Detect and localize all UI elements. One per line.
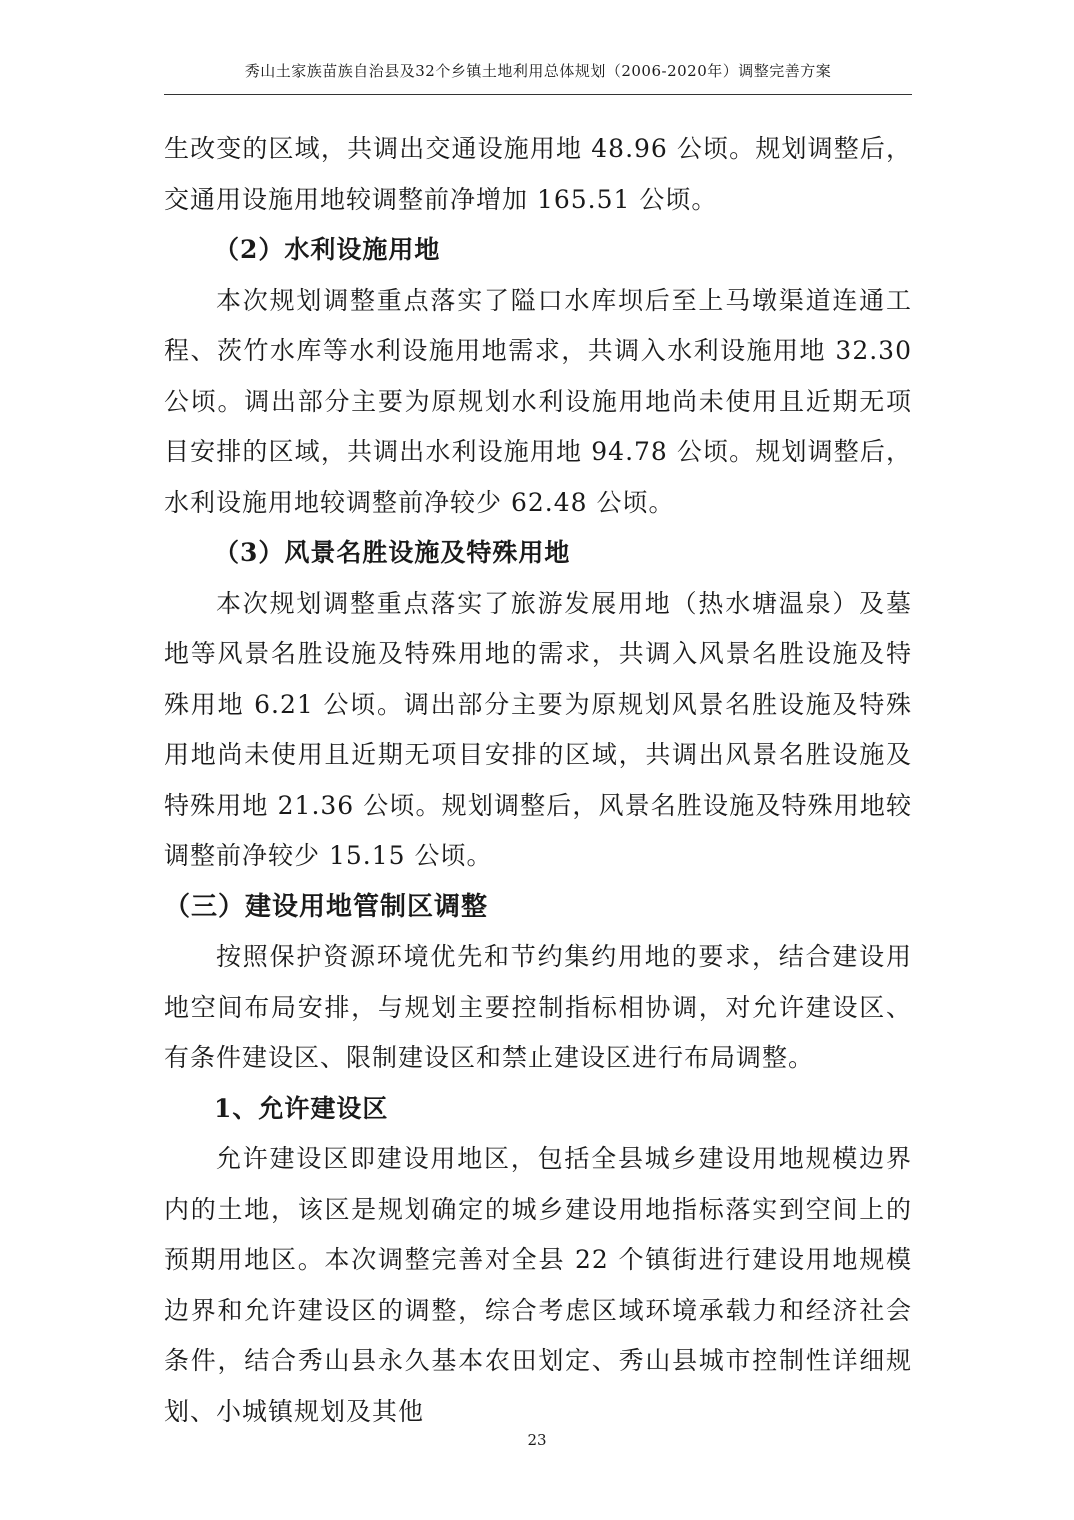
header-divider — [164, 94, 912, 95]
page-body — [164, 124, 912, 1437]
paragraph-allowed-construction-zone: 允许建设区即建设用地区，包括全县城乡建设用地规模边界内的土地，该区是规划确定的城乡建设用地指标落实到空间上的预期用地区。本次调整完善对全县 22 个镇街进行建设用地规模边界和允许建设区的调整，综合考虑区域环境承载力和经济社会条件，结合秀山县永久基本农田划定、秀山县城市控制性详细规划、小城镇规划及其他 — [164, 1144, 912, 1426]
paragraph-scenic-special-land: 本次规划调整重点落实了旅游发展用地（热水塘温泉）及墓地等风景名胜设施及特殊用地的需求，共调入风景名胜设施及特殊用地 6.21 公顷。调出部分主要为原规划风景名胜设施及特殊用地尚未使用且近期无项目安排的区域，共调出风景名胜设施及特殊用地 21.36 公顷。规划调整后，风景名胜设施及特殊用地较调整前净较少 15.15 公顷。 — [164, 588, 912, 870]
page-number: 23 — [527, 1431, 547, 1449]
heading-construction-zone-adjustment: （三）建设用地管制区调整 — [164, 891, 489, 922]
heading-allowed-construction-zone: 1、允许建设区 — [214, 1093, 389, 1123]
heading-water-facilities: （2）水利设施用地 — [214, 235, 441, 264]
heading-scenic-special-land: （3）风景名胜设施及特殊用地 — [214, 538, 571, 567]
paragraph-water-facilities: 本次规划调整重点落实了隘口水库坝后至上马墩渠道连通工程、茨竹水库等水利设施用地需求，共调入水利设施用地 32.30 公顷。调出部分主要为原规划水利设施用地尚未使用且近期无项目安排的区域，共调出水利设施用地 94.78 公顷。规划调整后，水利设施用地较调整前净较少 62.48 公顷。 — [164, 285, 912, 517]
running-header: 秀山土家族苗族自治县及32个乡镇土地利用总体规划（2006-2020年）调整完善方案 — [244, 62, 832, 80]
paragraph-construction-zone-adjustment: 按照保护资源环境优先和节约集约用地的要求，结合建设用地空间布局安排，与规划主要控制指标相协调，对允许建设区、有条件建设区、限制建设区和禁止建设区进行布局调整。 — [164, 942, 912, 1072]
paragraph-transport-continued: 生改变的区域，共调出交通设施用地 48.96 公顷。规划调整后，交通用设施用地较调整前净增加 165.51 公顷。 — [164, 134, 912, 214]
